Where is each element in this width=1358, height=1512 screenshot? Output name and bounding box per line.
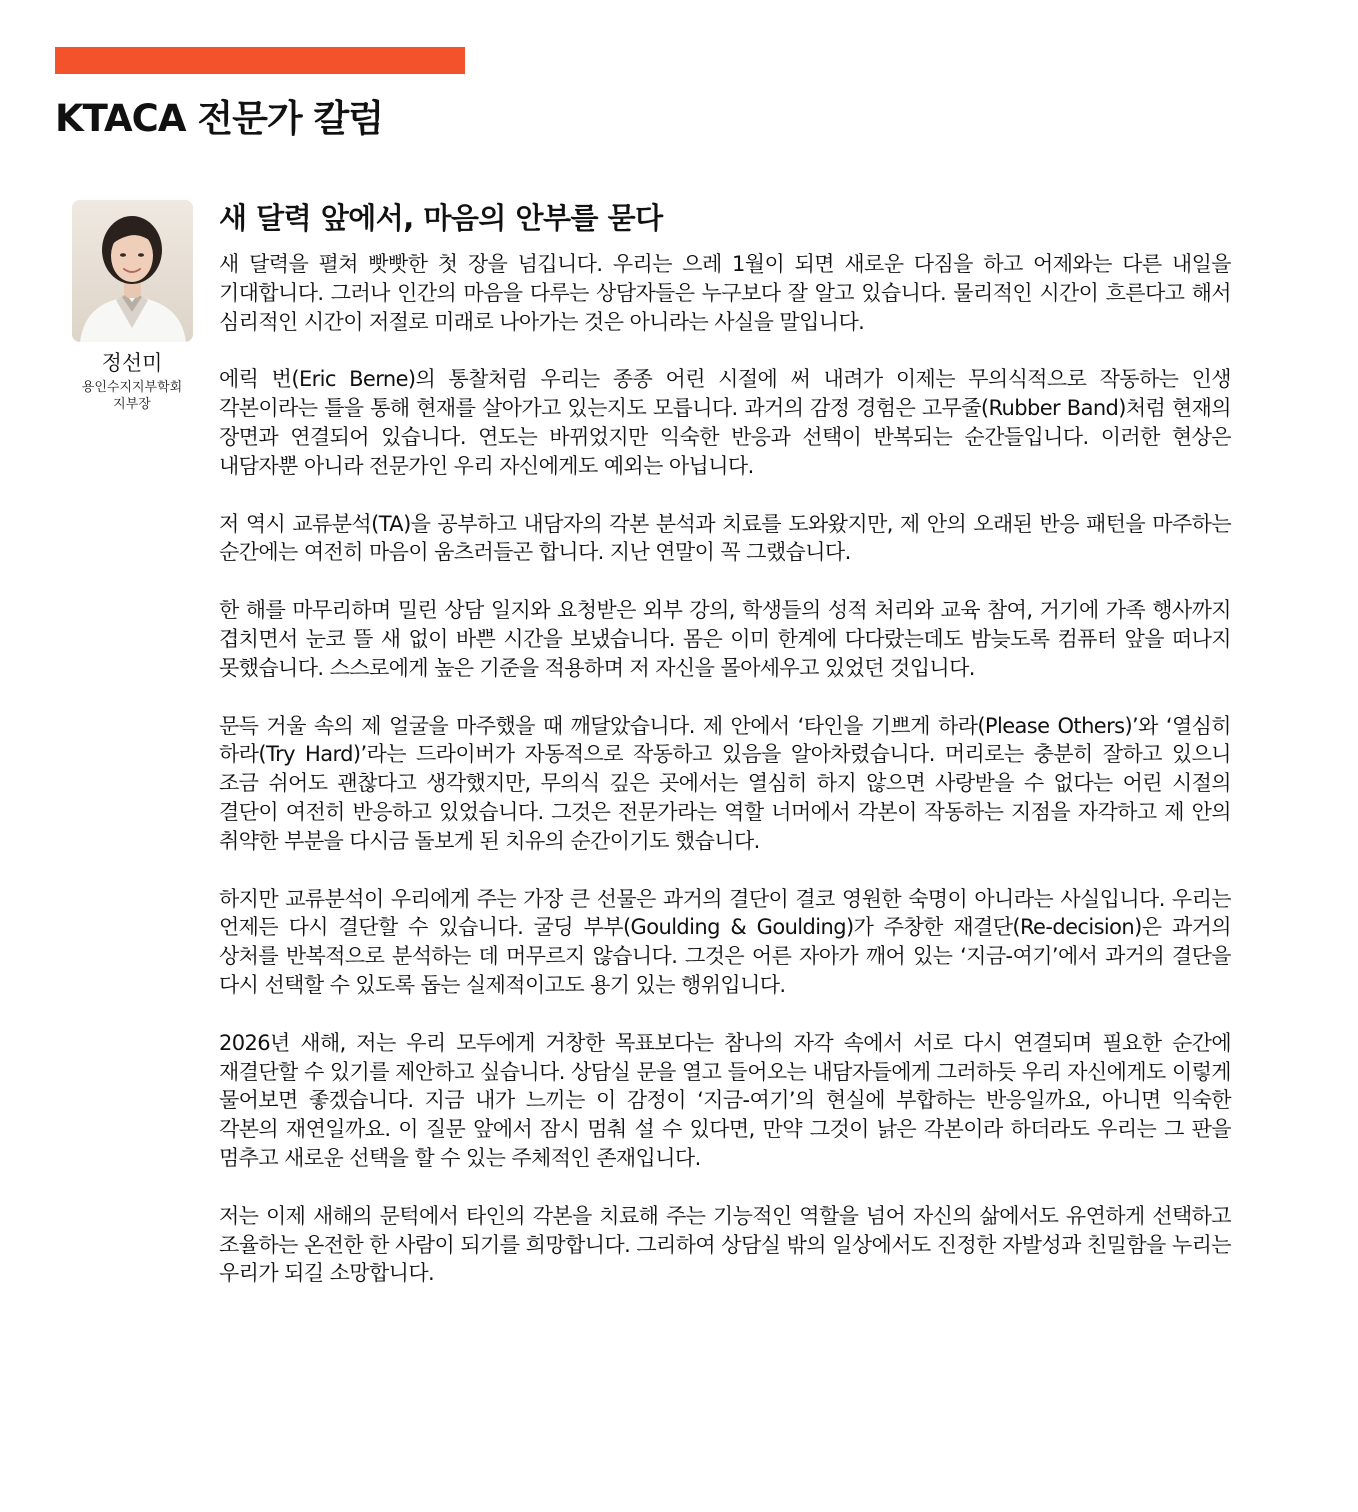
- author-card: [62, 200, 202, 413]
- article-paragraph: 한 해를 마무리하며 밀린 상담 일지와 요청받은 외부 강의, 학생들의 성적 처리와 교육 참여, 거기에 가족 행사까지 겹치면서 눈코 뜰 새 없이 바쁜 시간을 보냈습니다. 몸은 이미 한계에 다다랐는데도 밤늦도록 컴퓨터 앞을 떠나지 못했습니다. 스스로에게 높은 기준을 적용하며 저 자신을 몰아세우고 있었던 것입니다.: [219, 598, 1231, 680]
- author-portrait-icon: [72, 200, 193, 342]
- article-paragraph: 저 역시 교류분석(TA)을 공부하고 내담자의 각본 분석과 치료를 도와왔지만, 제 안의 오래된 반응 패턴을 마주하는 순간에는 여전히 마음이 움츠러들곤 합니다. 지난 연말이 꼭 그랬습니다.: [219, 511, 1231, 565]
- author-affiliation: [62, 379, 202, 413]
- page-title: KTACA 전문가 칼럼: [55, 97, 383, 140]
- header-accent-bar: [55, 47, 465, 74]
- article-paragraph: 에릭 번(Eric Berne)의 통찰처럼 우리는 종종 어린 시절에 써 내려가 이제는 무의식적으로 작동하는 인생 각본이라는 틀을 통해 현재를 살아가고 있는지도 모릅니다. 과거의 감정 경험은 고무줄(Rubber Band)처럼 현재의 장면과 연결되어 있습니다. 연도는 바뀌었지만 익숙한 반응과 선택이 반복되는 순간들입니다. 이러한 현상은 내담자뿐 아니라 전문가인 우리 자신에게도 예외는 아닙니다.: [219, 367, 1231, 478]
- article-paragraph: 문득 거울 속의 제 얼굴을 마주했을 때 깨달았습니다. 제 안에서 ‘타인을 기쁘게 하라(Please Others)’와 ‘열심히 하라(Try Hard)’라는 드라이버가 자동적으로 작동하고 있음을 알아차렸습니다. 머리로는 충분히 잘하고 있으니 조금 쉬어도 괜찮다고 생각했지만, 무의식 깊은 곳에서는 열심히 하지 않으면 사랑받을 수 없다는 어린 시절의 결단이 여전히 반응하고 있었습니다. 그것은 전문가라는 역할 너머에서 각본이 작동하는 지점을 자각하고 제 안의 취약한 부분을 다시금 돌보게 된 치유의 순간이기도 했습니다.: [219, 713, 1231, 853]
- article-title: 새 달력 앞에서, 마음의 안부를 묻다: [219, 201, 663, 235]
- article: [219, 198, 1231, 1288]
- author-name: 정선미: [101, 351, 163, 375]
- article-body: [219, 250, 1231, 1288]
- article-paragraph: 하지만 교류분석이 우리에게 주는 가장 큰 선물은 과거의 결단이 결코 영원한 숙명이 아니라는 사실입니다. 우리는 언제든 다시 결단할 수 있습니다. 굴딩 부부(Goulding & Goulding)가 주창한 재결단(Re-decision)은 과거의 상처를 반복적으로 분석하는 데 머무르지 않습니다. 그것은 어른 자아가 깨어 있는 ‘지금-여기’에서 과거의 결단을 다시 선택할 수 있도록 돕는 실제적이고도 용기 있는 행위입니다.: [219, 886, 1231, 997]
- article-paragraph: 저는 이제 새해의 문턱에서 타인의 각본을 치료해 주는 기능적인 역할을 넘어 자신의 삶에서도 유연하게 선택하고 조율하는 온전한 한 사람이 되기를 희망합니다. 그리하여 상담실 밖의 일상에서도 진정한 자발성과 친밀함을 누리는 우리가 되길 소망합니다.: [219, 1203, 1231, 1286]
- author-affiliation-line1: 용인수지지부학회: [81, 380, 183, 395]
- article-paragraph: 새 달력을 펼쳐 빳빳한 첫 장을 넘깁니다. 우리는 으레 1월이 되면 새로운 다짐을 하고 어제와는 다른 내일을 기대합니다. 그러나 인간의 마음을 다루는 상담자들은 누구보다 잘 알고 있습니다. 물리적인 시간이 흐른다고 해서 심리적인 시간이 저절로 미래로 나아가는 것은 아니라는 사실을 말입니다.: [219, 252, 1231, 334]
- author-affiliation-line2: 지부장: [113, 397, 151, 412]
- article-paragraph: 2026년 새해, 저는 우리 모두에게 거창한 목표보다는 참나의 자각 속에서 서로 다시 연결되며 필요한 순간에 재결단할 수 있기를 제안하고 싶습니다. 상담실 문을 열고 들어오는 내담자들에게 그러하듯 우리 자신에게도 이렇게 물어보면 좋겠습니다. 지금 내가 느끼는 이 감정이 ‘지금-여기’의 현실에 부합하는 반응일까요, 아니면 익숙한 각본의 재연일까요. 이 질문 앞에서 잠시 멈춰 설 수 있다면, 만약 그것이 낡은 각본이라 하더라도 우리는 그 판을 멈추고 새로운 선택을 할 수 있는 주체적인 존재입니다.: [219, 1030, 1231, 1170]
